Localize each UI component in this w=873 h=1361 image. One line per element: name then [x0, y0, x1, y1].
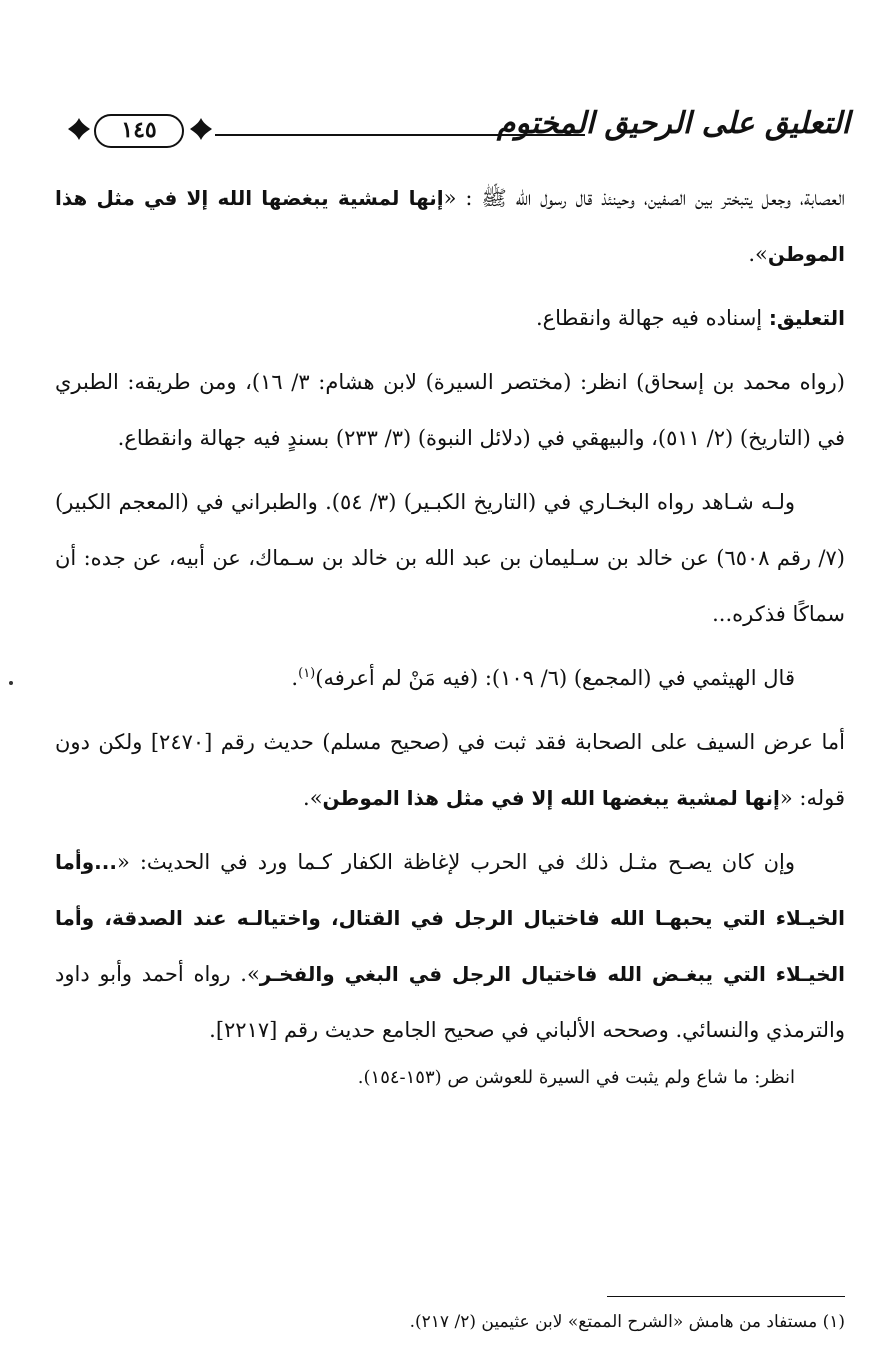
- scan-speck: [9, 681, 13, 685]
- running-title: التعليق على الرحيق المختوم: [496, 106, 850, 141]
- footnote-ref[interactable]: (١): [298, 666, 316, 681]
- ornament-icon: [66, 116, 92, 142]
- paragraph-reference: انظر: ما شاع ولم يثبت في السيرة للعوشن ص (١٥٣-١٥٤).: [357, 1067, 795, 1088]
- page-body: [55, 170, 845, 1098]
- paragraph-muslim: أما عرض السيف على الصحابة فقد ثبت في (صحيح مسلم) حديث رقم [٢٤٧٠] ولكن دون قوله: «إنها لمشية يبغضها الله إلا في مثل هذا الموطن».: [55, 730, 845, 810]
- commentary-label: التعليق:: [768, 306, 845, 330]
- paragraph-haythami: قال الهيثمي في (المجمع) (٦/ ١٠٩): (فيه مَنْ لم أعرفه)$^{(١)}$.: [291, 666, 795, 690]
- footnote: (١) مستفاد من هامش «الشرح الممتع» لابن عثيمين (٢/ ٢١٧).: [409, 1312, 845, 1332]
- paragraph-commentary: التعليق: إسناده فيه جهالة وانقطاع.: [535, 306, 845, 330]
- hadith-quote: إنها لمشية يبغضها الله إلا في مثل هذا الموطن: [55, 186, 845, 266]
- page-header: [60, 100, 850, 160]
- hadith-quote: ...وأما الخيـلاء التي يحبهـا الله فاختيال الرجل في القتال، واختيالـه عند الصدقة، وأما الخيـلاء التي يبغـض الله فاختيال الرجل في البغي والفخـر: [55, 850, 845, 986]
- paragraph-hadith: العصابة، وجعل يتبختر بين الصفين، وحينئذ قال رسول الله ﷺ : «إنها لمشية يبغضها الله إلا في مثل هذا الموطن».: [55, 186, 845, 266]
- paragraph-source: (رواه محمد بن إسحاق) انظر: (مختصر السيرة) لابن هشام: ٣/ ١٦)، ومن طريقه: الطبري في (التاريخ) (٢/ ٥١١)، والبيهقي في (دلائل النبوة) (٣/ ٢٣٣) بسندٍ فيه جهالة وانقطاع.: [55, 370, 845, 450]
- paragraph-witness: ولـه شـاهد رواه البخـاري في (التاريخ الكبـير) (٣/ ٥٤). والطبراني في (المعجم الكبير) (٧/ رقم ٦٥٠٨) عن خالد بن سـليمان بن عبد الله بن خالد بن سـماك، عن أبيه، عن جده: أن سماكًا فذكره...: [55, 490, 845, 626]
- page-number: ١٤٥: [94, 114, 184, 148]
- footnote-separator: [607, 1296, 845, 1297]
- hadith-quote: إنها لمشية يبغضها الله إلا في مثل هذا الموطن: [322, 786, 780, 810]
- ornament-icon: [188, 116, 214, 142]
- paragraph-war: وإن كان يصـح مثـل ذلك في الحرب لإغاظة الكفار كـما ورد في الحديث: «...وأما الخيـلاء التي يحبهـا الله فاختيال الرجل في القتال، واختيالـه عند الصدقة، وأما الخيـلاء التي يبغـض الله فاختيال الرجل في البغي والفخـر». رواه أحمد وأبو داود والترمذي والنسائي. وصححه الألباني في صحيح الجامع حديث رقم [٢٢١٧].: [55, 850, 845, 1042]
- header-rule: [215, 134, 585, 136]
